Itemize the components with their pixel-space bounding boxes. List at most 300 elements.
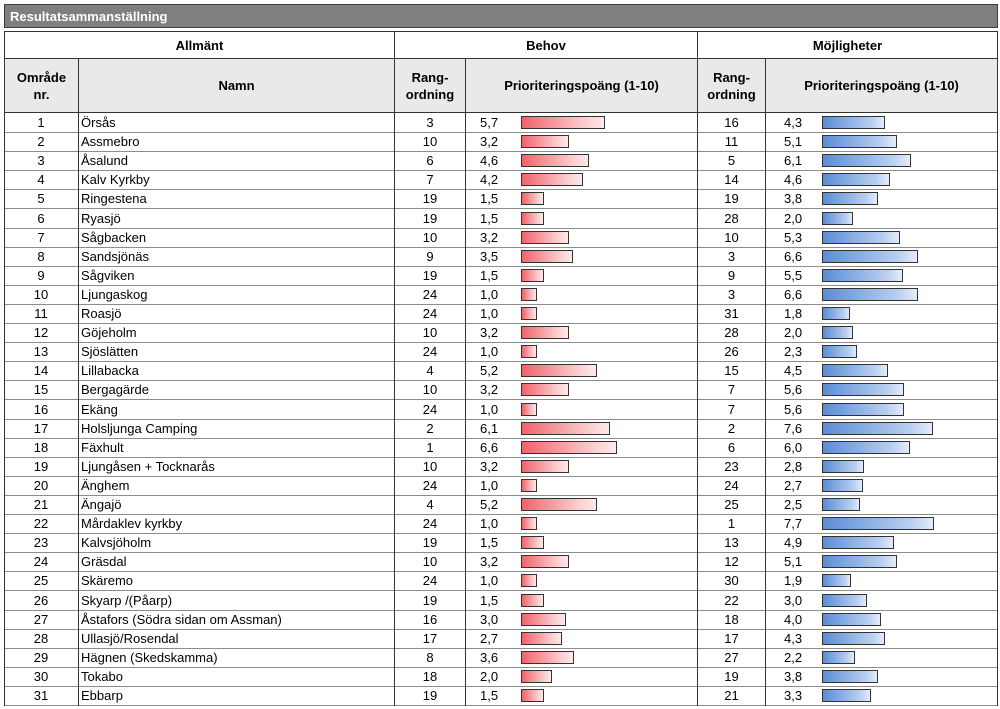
column-divider	[465, 495, 466, 515]
opp-points-bar	[822, 670, 878, 683]
need-points-bar	[521, 288, 537, 301]
opp-points-cell: 4,6	[784, 172, 803, 188]
opp-rank-cell: 3	[727, 248, 736, 264]
column-divider	[697, 228, 698, 248]
opp-points-cell: 2,7	[784, 477, 803, 493]
column-divider	[78, 667, 79, 687]
opp-points-bar	[822, 269, 903, 282]
column-divider	[4, 400, 5, 420]
column-divider	[4, 438, 5, 458]
opp-points-cell: 5,5	[784, 267, 803, 283]
need-points-bar	[521, 670, 552, 683]
opp-rank-cell: 9	[727, 267, 736, 283]
column-divider	[765, 132, 766, 152]
column-divider	[394, 514, 395, 534]
need-rank-cell: 9	[426, 248, 434, 264]
opp-points-bar	[822, 479, 863, 492]
column-divider	[4, 533, 5, 553]
table-row	[4, 476, 998, 496]
column-divider	[697, 629, 698, 649]
table-row	[4, 495, 998, 515]
column-divider	[765, 266, 766, 286]
area-nr-cell: 15	[33, 382, 49, 398]
table-row	[4, 591, 998, 611]
column-divider	[465, 648, 466, 668]
opp-rank-cell: 5	[727, 153, 736, 169]
area-name-cell: Sågviken	[81, 267, 135, 283]
column-divider	[997, 170, 998, 190]
column-divider	[394, 209, 395, 229]
need-rank-cell: 24	[422, 477, 438, 493]
opp-points-bar	[822, 689, 871, 702]
column-divider	[697, 323, 698, 343]
column-divider	[465, 228, 466, 248]
column-divider	[765, 304, 766, 324]
need-points-cell: 2,7	[480, 630, 499, 646]
column-divider	[78, 247, 79, 267]
column-divider	[697, 361, 698, 381]
table-row	[4, 380, 998, 400]
table-row	[4, 228, 998, 248]
column-divider	[4, 266, 5, 286]
column-divider	[394, 304, 395, 324]
column-divider	[765, 457, 766, 477]
table-row	[4, 514, 998, 534]
opp-rank-cell: 28	[724, 210, 739, 226]
column-divider	[765, 571, 766, 591]
column-divider	[997, 132, 998, 152]
column-divider	[765, 323, 766, 343]
column-divider	[697, 400, 698, 420]
need-rank-cell: 19	[422, 688, 438, 704]
column-divider	[78, 552, 79, 572]
header-opp-points	[765, 58, 998, 113]
opp-points-bar	[822, 594, 867, 607]
column-divider	[997, 247, 998, 267]
need-rank-cell: 24	[422, 344, 438, 360]
need-rank-cell: 19	[422, 535, 438, 551]
column-divider	[4, 170, 5, 190]
column-divider	[465, 113, 466, 133]
area-name-cell: Ängajö	[81, 497, 122, 513]
column-divider	[465, 285, 466, 305]
column-divider	[765, 170, 766, 190]
column-divider	[997, 228, 998, 248]
need-rank-cell: 19	[422, 267, 438, 283]
opp-points-bar	[822, 345, 857, 358]
column-divider	[697, 438, 698, 458]
column-divider	[465, 419, 466, 439]
area-nr-cell: 23	[33, 535, 49, 551]
table-row	[4, 438, 998, 458]
area-nr-cell: 26	[33, 592, 49, 608]
need-points-cell: 1,5	[480, 688, 499, 704]
need-points-bar	[521, 441, 617, 454]
column-divider	[394, 610, 395, 630]
column-divider	[4, 495, 5, 515]
need-points-cell: 1,5	[480, 535, 499, 551]
column-divider	[465, 476, 466, 496]
opp-points-cell: 5,6	[784, 382, 803, 398]
column-divider	[78, 533, 79, 553]
need-rank-cell: 2	[426, 420, 434, 436]
area-nr-cell: 28	[33, 630, 49, 646]
need-rank-cell: 6	[426, 153, 434, 169]
opp-rank-cell: 15	[724, 363, 739, 379]
area-name-cell: Sandsjönäs	[81, 248, 149, 264]
header-need-points	[465, 58, 698, 113]
column-divider	[997, 514, 998, 534]
need-points-cell: 4,2	[480, 172, 499, 188]
opp-points-bar	[822, 154, 911, 167]
column-divider	[765, 438, 766, 458]
column-divider	[765, 361, 766, 381]
table-row	[4, 285, 998, 305]
table-row	[4, 113, 998, 133]
column-divider	[697, 266, 698, 286]
area-name-cell: Roasjö	[81, 306, 122, 322]
column-divider	[4, 419, 5, 439]
need-points-bar	[521, 192, 544, 205]
column-divider	[4, 457, 5, 477]
column-divider	[394, 247, 395, 267]
column-divider	[394, 151, 395, 171]
column-divider	[997, 571, 998, 591]
opp-points-bar	[822, 555, 897, 568]
column-divider	[997, 189, 998, 209]
column-divider	[394, 400, 395, 420]
column-divider	[765, 228, 766, 248]
column-divider	[997, 266, 998, 286]
column-divider	[765, 151, 766, 171]
opp-rank-cell: 12	[724, 554, 739, 570]
need-points-cell: 3,2	[480, 554, 499, 570]
header-group-general	[4, 31, 395, 59]
column-divider	[765, 533, 766, 553]
column-divider	[4, 247, 5, 267]
need-points-bar	[521, 116, 605, 129]
opp-points-bar	[822, 116, 885, 129]
column-divider	[697, 476, 698, 496]
column-divider	[697, 170, 698, 190]
area-nr-cell: 13	[33, 344, 49, 360]
column-divider	[78, 380, 79, 400]
need-points-bar	[521, 307, 537, 320]
need-points-bar	[521, 135, 569, 148]
column-divider	[697, 533, 698, 553]
area-name-cell: Bergagärde	[81, 382, 149, 398]
column-divider	[765, 476, 766, 496]
column-divider	[465, 304, 466, 324]
column-divider	[394, 629, 395, 649]
column-divider	[465, 323, 466, 343]
column-divider	[4, 610, 5, 630]
need-points-bar	[521, 269, 544, 282]
column-divider	[997, 151, 998, 171]
column-divider	[4, 285, 5, 305]
column-divider	[78, 323, 79, 343]
column-divider	[697, 132, 698, 152]
column-divider	[394, 132, 395, 152]
column-divider	[394, 552, 395, 572]
column-divider	[997, 361, 998, 381]
opp-points-cell: 6,6	[784, 286, 803, 302]
opp-rank-cell: 27	[724, 649, 739, 665]
need-points-cell: 1,0	[480, 477, 499, 493]
column-divider	[78, 132, 79, 152]
column-divider	[765, 667, 766, 687]
column-divider	[997, 591, 998, 611]
area-nr-cell: 6	[37, 210, 45, 226]
need-points-bar	[521, 154, 589, 167]
opp-points-cell: 2,2	[784, 649, 803, 665]
area-name-cell: Göjeholm	[81, 325, 137, 341]
column-divider	[697, 457, 698, 477]
column-divider	[765, 113, 766, 133]
column-divider	[697, 686, 698, 706]
column-divider	[697, 285, 698, 305]
need-points-cell: 1,0	[480, 286, 499, 302]
opp-rank-cell: 13	[724, 535, 739, 551]
column-divider	[394, 457, 395, 477]
opp-points-cell: 3,8	[784, 668, 803, 684]
need-points-bar	[521, 536, 544, 549]
need-rank-cell: 10	[422, 325, 438, 341]
need-rank-cell: 3	[426, 115, 434, 131]
need-points-cell: 4,6	[480, 153, 499, 169]
header-name-label: Namn	[218, 78, 255, 93]
column-divider	[465, 170, 466, 190]
opp-points-bar	[822, 231, 900, 244]
opp-points-bar	[822, 288, 918, 301]
area-name-cell: Ryasjö	[81, 210, 121, 226]
column-divider	[697, 648, 698, 668]
area-nr-cell: 12	[33, 325, 49, 341]
column-divider	[4, 209, 5, 229]
table-row	[4, 610, 998, 630]
need-points-bar	[521, 403, 537, 416]
area-nr-cell: 24	[33, 554, 49, 570]
column-divider	[394, 438, 395, 458]
header-opp-rank-line2: ordning	[707, 86, 756, 102]
need-rank-cell: 19	[422, 191, 438, 207]
column-divider	[465, 380, 466, 400]
need-rank-cell: 17	[422, 630, 438, 646]
need-points-cell: 3,2	[480, 325, 499, 341]
column-divider	[765, 648, 766, 668]
need-points-cell: 3,2	[480, 458, 499, 474]
column-divider	[394, 189, 395, 209]
opp-rank-cell: 26	[724, 344, 739, 360]
need-rank-cell: 8	[426, 649, 434, 665]
opp-points-cell: 4,5	[784, 363, 803, 379]
column-divider	[697, 342, 698, 362]
need-points-cell: 3,2	[480, 229, 499, 245]
need-points-cell: 3,0	[480, 611, 499, 627]
area-name-cell: Åsalund	[81, 153, 128, 169]
opp-points-cell: 2,0	[784, 325, 803, 341]
need-points-cell: 1,0	[480, 306, 499, 322]
area-nr-cell: 25	[33, 573, 49, 589]
need-rank-cell: 24	[422, 286, 438, 302]
area-name-cell: Assmebro	[81, 134, 140, 150]
column-divider	[4, 132, 5, 152]
need-points-cell: 2,0	[480, 668, 499, 684]
column-divider	[78, 400, 79, 420]
table-row	[4, 686, 998, 706]
need-points-cell: 1,0	[480, 401, 499, 417]
column-divider	[394, 686, 395, 706]
column-divider	[997, 380, 998, 400]
area-name-cell: Skyarp /(Påarp)	[81, 592, 173, 608]
column-divider	[765, 209, 766, 229]
column-divider	[78, 438, 79, 458]
column-divider	[78, 591, 79, 611]
column-divider	[465, 209, 466, 229]
opp-points-cell: 4,0	[784, 611, 803, 627]
column-divider	[78, 457, 79, 477]
column-divider	[394, 571, 395, 591]
opp-points-cell: 6,6	[784, 248, 803, 264]
need-rank-cell: 1	[426, 439, 434, 455]
need-points-bar	[521, 479, 537, 492]
area-nr-cell: 20	[33, 477, 49, 493]
column-divider	[997, 304, 998, 324]
column-divider	[997, 342, 998, 362]
need-points-bar	[521, 364, 597, 377]
need-points-cell: 1,5	[480, 191, 499, 207]
opp-points-bar	[822, 517, 934, 530]
column-divider	[78, 170, 79, 190]
column-divider	[465, 266, 466, 286]
table-row	[4, 170, 998, 190]
area-nr-cell: 18	[33, 439, 49, 455]
need-points-cell: 1,0	[480, 516, 499, 532]
header-group-general-label: Allmänt	[175, 37, 224, 53]
column-divider	[4, 686, 5, 706]
column-divider	[465, 189, 466, 209]
table-row	[4, 189, 998, 209]
table-row	[4, 552, 998, 572]
column-divider	[697, 667, 698, 687]
opp-points-bar	[822, 192, 878, 205]
column-divider	[465, 438, 466, 458]
column-divider	[465, 342, 466, 362]
column-divider	[997, 285, 998, 305]
column-divider	[997, 495, 998, 515]
column-divider	[465, 132, 466, 152]
opp-points-bar	[822, 613, 881, 626]
area-nr-cell: 22	[33, 516, 49, 532]
table-row	[4, 151, 998, 171]
table-row	[4, 629, 998, 649]
need-rank-cell: 10	[422, 229, 438, 245]
area-name-cell: Ringestena	[81, 191, 147, 207]
area-nr-cell: 9	[37, 267, 45, 283]
opp-rank-cell: 19	[724, 191, 739, 207]
need-points-cell: 6,1	[480, 420, 499, 436]
need-rank-cell: 10	[422, 458, 438, 474]
need-rank-cell: 24	[422, 401, 438, 417]
area-nr-cell: 7	[37, 229, 45, 245]
column-divider	[78, 113, 79, 133]
need-points-bar	[521, 613, 566, 626]
column-divider	[4, 514, 5, 534]
need-rank-cell: 4	[426, 363, 434, 379]
area-name-cell: Åstafors (Södra sidan om Assman)	[81, 611, 282, 627]
column-divider	[4, 648, 5, 668]
header-name	[78, 58, 395, 113]
column-divider	[4, 323, 5, 343]
column-divider	[394, 380, 395, 400]
header-opp-rank-line1: Rang-	[713, 69, 750, 85]
need-points-cell: 5,2	[480, 497, 499, 513]
opp-points-cell: 5,1	[784, 554, 803, 570]
column-divider	[465, 400, 466, 420]
column-divider	[765, 285, 766, 305]
column-divider	[465, 533, 466, 553]
column-divider	[78, 151, 79, 171]
need-rank-cell: 10	[422, 382, 438, 398]
need-points-cell: 3,5	[480, 248, 499, 264]
column-divider	[78, 419, 79, 439]
column-divider	[697, 209, 698, 229]
column-divider	[697, 113, 698, 133]
opp-points-bar	[822, 651, 855, 664]
column-divider	[394, 476, 395, 496]
need-points-cell: 1,0	[480, 344, 499, 360]
opp-points-cell: 6,1	[784, 153, 803, 169]
column-divider	[78, 285, 79, 305]
column-divider	[465, 514, 466, 534]
column-divider	[465, 247, 466, 267]
column-divider	[997, 552, 998, 572]
opp-points-cell: 6,0	[784, 439, 803, 455]
column-divider	[78, 476, 79, 496]
opp-points-cell: 1,9	[784, 573, 803, 589]
need-rank-cell: 18	[422, 668, 438, 684]
opp-points-bar	[822, 536, 894, 549]
column-divider	[465, 361, 466, 381]
column-divider	[997, 686, 998, 706]
need-points-bar	[521, 689, 544, 702]
need-points-bar	[521, 594, 544, 607]
header-group-need	[394, 31, 698, 59]
column-divider	[997, 438, 998, 458]
column-divider	[465, 591, 466, 611]
area-nr-cell: 30	[33, 668, 49, 684]
opp-points-bar	[822, 212, 853, 225]
column-divider	[394, 667, 395, 687]
column-divider	[78, 610, 79, 630]
area-name-cell: Örsås	[81, 115, 116, 131]
column-divider	[697, 514, 698, 534]
column-divider	[765, 342, 766, 362]
opp-points-cell: 5,6	[784, 401, 803, 417]
column-divider	[4, 113, 5, 133]
opp-points-cell: 2,3	[784, 344, 803, 360]
need-rank-cell: 7	[426, 172, 434, 188]
column-divider	[997, 323, 998, 343]
table-row	[4, 571, 998, 591]
area-nr-cell: 27	[33, 611, 49, 627]
column-divider	[765, 629, 766, 649]
column-divider	[4, 571, 5, 591]
sheet-title: Resultatsammanställning	[10, 9, 168, 24]
column-divider	[78, 648, 79, 668]
opp-rank-cell: 18	[724, 611, 739, 627]
need-points-bar	[521, 555, 569, 568]
